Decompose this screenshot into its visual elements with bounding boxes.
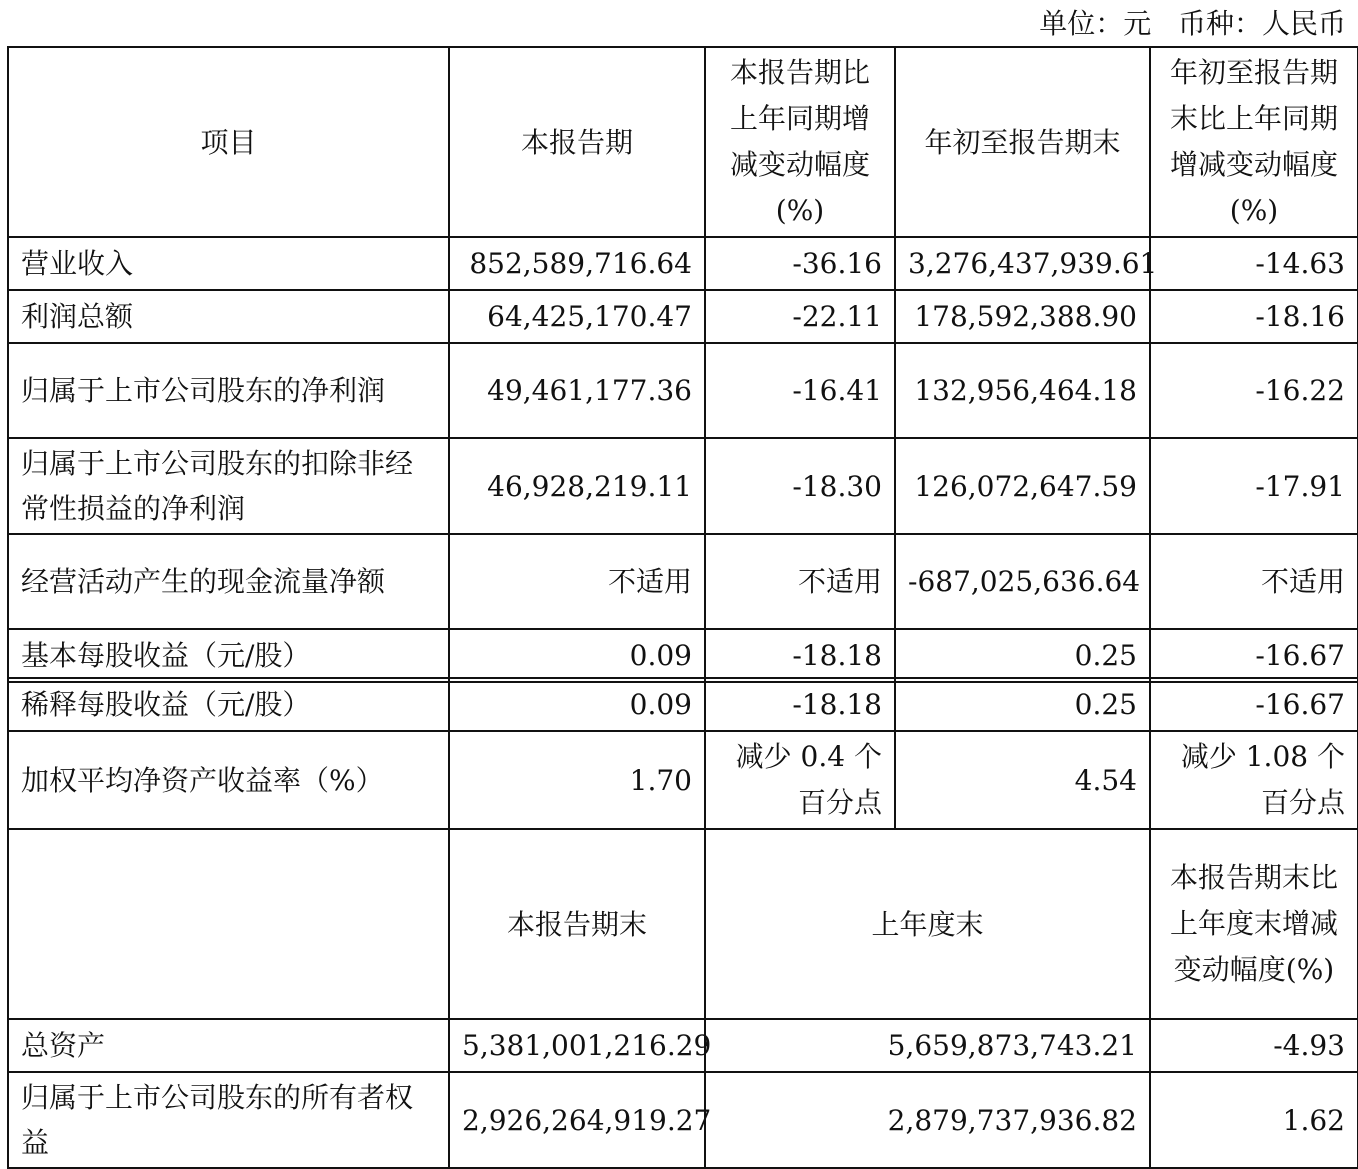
row-label: 营业收入 [8, 237, 449, 290]
main-indicators-table [7, 46, 1358, 683]
cell-value: 49,461,177.36 [449, 343, 705, 438]
cell-value: -22.11 [705, 290, 895, 343]
header-ytd: 年初至报告期末 [895, 47, 1150, 237]
header-item: 项目 [8, 47, 449, 237]
continued-indicators-table [7, 677, 1358, 1169]
table-row [8, 1019, 1358, 1072]
cell-value: -17.91 [1150, 438, 1358, 534]
row-label: 利润总额 [8, 290, 449, 343]
cell-value: -18.18 [705, 678, 895, 731]
cell-value: 不适用 [449, 534, 705, 629]
cell-value: 不适用 [1150, 534, 1358, 629]
table-row [8, 1072, 1358, 1168]
row-label: 经营活动产生的现金流量净额 [8, 534, 449, 629]
cell-value: -687,025,636.64 [895, 534, 1150, 629]
table-row [8, 237, 1358, 290]
cell-value: 3,276,437,939.61 [895, 237, 1150, 290]
row-label: 基本每股收益（元/股） [8, 629, 449, 682]
cell-value: 46,928,219.11 [449, 438, 705, 534]
cell-value: 减少 1.08 个百分点 [1150, 731, 1358, 829]
header-row [8, 47, 1358, 237]
table-row [8, 290, 1358, 343]
cell-value: 5,381,001,216.29 [449, 1019, 705, 1072]
table-row [8, 731, 1358, 829]
cell-value: -16.41 [705, 343, 895, 438]
table-row [8, 678, 1358, 731]
cell-value: -16.67 [1150, 678, 1358, 731]
cell-value: -36.16 [705, 237, 895, 290]
cell-value: 0.25 [895, 629, 1150, 682]
cell-value: -16.67 [1150, 629, 1358, 682]
header-row [8, 829, 1358, 1019]
table-row [8, 438, 1358, 534]
header-ytd-change: 年初至报告期末比上年同期增减变动幅度(%) [1150, 47, 1358, 237]
cell-value: 5,659,873,743.21 [705, 1019, 1150, 1072]
cell-value: -18.16 [1150, 290, 1358, 343]
cell-value: -18.30 [705, 438, 895, 534]
header-prior-year-end: 上年度末 [705, 829, 1150, 1019]
table-row [8, 534, 1358, 629]
row-label: 总资产 [8, 1019, 449, 1072]
cell-value: -16.22 [1150, 343, 1358, 438]
cell-value: 4.54 [895, 731, 1150, 829]
cell-value: 852,589,716.64 [449, 237, 705, 290]
row-label: 稀释每股收益（元/股） [8, 678, 449, 731]
header-item-empty [8, 829, 449, 1019]
cell-value: 2,879,737,936.82 [705, 1072, 1150, 1168]
cell-value: 不适用 [705, 534, 895, 629]
cell-value: 0.09 [449, 629, 705, 682]
row-label: 归属于上市公司股东的扣除非经常性损益的净利润 [8, 438, 449, 534]
header-period-end-change: 本报告期末比上年度末增减变动幅度(%) [1150, 829, 1358, 1019]
row-label: 加权平均净资产收益率（%） [8, 731, 449, 829]
unit-currency-note: 单位：元 币种：人民币 [1039, 7, 1346, 40]
header-current-period: 本报告期 [449, 47, 705, 237]
cell-value: 0.25 [895, 678, 1150, 731]
cell-value: -18.18 [705, 629, 895, 682]
cell-value: 126,072,647.59 [895, 438, 1150, 534]
table-row [8, 343, 1358, 438]
cell-value: 2,926,264,919.27 [449, 1072, 705, 1168]
cell-value: 1.70 [449, 731, 705, 829]
header-period-end: 本报告期末 [449, 829, 705, 1019]
cell-value: 132,956,464.18 [895, 343, 1150, 438]
cell-value: -4.93 [1150, 1019, 1358, 1072]
row-label: 归属于上市公司股东的净利润 [8, 343, 449, 438]
table-row [8, 629, 1358, 682]
cell-value: 减少 0.4 个百分点 [705, 731, 895, 829]
header-current-period-change: 本报告期比上年同期增减变动幅度(%) [705, 47, 895, 237]
cell-value: 1.62 [1150, 1072, 1358, 1168]
cell-value: 0.09 [449, 678, 705, 731]
row-label: 归属于上市公司股东的所有者权益 [8, 1072, 449, 1168]
cell-value: 64,425,170.47 [449, 290, 705, 343]
cell-value: -14.63 [1150, 237, 1358, 290]
cell-value: 178,592,388.90 [895, 290, 1150, 343]
